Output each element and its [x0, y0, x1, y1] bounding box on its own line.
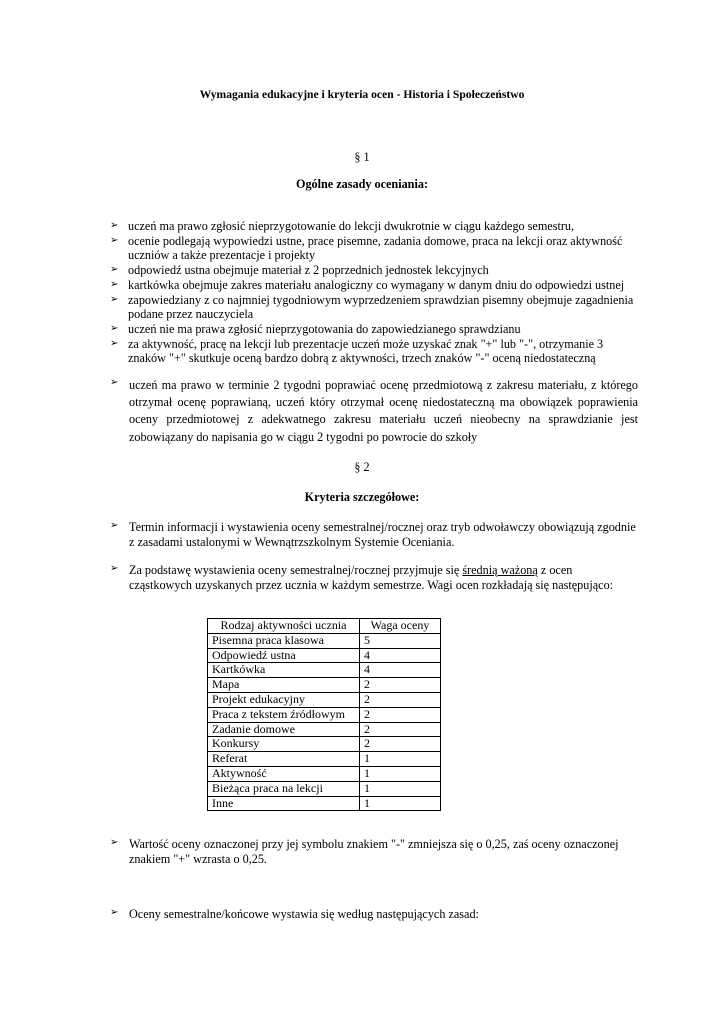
arrow-bullet-icon: ➢: [110, 563, 119, 574]
table-row: Zadanie domowe 2: [208, 722, 441, 737]
section1-heading: Ogólne zasady oceniania:: [295, 177, 429, 191]
arrow-bullet-icon: ➢: [110, 377, 119, 388]
table-row: Aktywność 1: [208, 766, 441, 781]
table-row: Odpowiedź ustna 4: [208, 648, 441, 663]
grading-deadline-paragraph: ➢ Termin informacji i wystawienia oceny semestralnej/rocznej oraz tryb odwoławczy obowiązują zgodnie z zasadami ustalonymi w Wewnątrzszkolnym Systemie Oceniania.: [110, 520, 636, 550]
table-row: Referat 1: [208, 752, 441, 767]
document-title: Wymagania edukacyjne i kryteria ocen - Historia i Społeczeństwo: [199, 88, 525, 101]
arrow-bullet-icon: ➢: [110, 234, 119, 246]
arrow-bullet-icon: ➢: [110, 520, 119, 531]
arrow-bullet-icon: ➢: [110, 278, 119, 290]
table-row: Bieżąca praca na lekcji 1: [208, 781, 441, 796]
arrow-bullet-icon: ➢: [110, 220, 119, 231]
list-item: ➢ odpowiedź ustna obejmuje materiał z 2 poprzednich jednostek lekcyjnych: [110, 263, 489, 278]
arrow-bullet-icon: ➢: [110, 337, 119, 349]
section1-number: § 1: [354, 150, 370, 164]
table-header-row: [208, 619, 441, 634]
general-rules-list: [110, 219, 640, 366]
plus-minus-value-paragraph: ➢ Wartość oceny oznaczonej przy jej symbolu znakiem "-" zmniejsza się o 0,25, zaś oceny oznaczonej znakiem "+" wzrasta o 0,25.: [110, 837, 619, 867]
list-item: ➢ uczeń nie ma prawa zgłosić nieprzygotowania do zapowiedzianego sprawdzianu: [110, 321, 521, 336]
list-item: ➢ kartkówka obejmuje zakres materiału analogiczny co wymagany w danym dniu do odpowiedzi ustnej: [110, 277, 625, 292]
section2-heading: Kryteria szczegółowe:: [304, 490, 420, 504]
table-row: Kartkówka 4: [208, 663, 441, 678]
list-item: ➢ za aktywność, pracę na lekcji lub prezentacje uczeń może uzyskać znak "+" lub "-", otrzymanie 3 znaków "+" skutkuje oceną bardzo dobrą z aktywności, trzech znaków "-" oceną niedostateczną: [110, 336, 604, 366]
weighted-average-term: średnią ważoną: [462, 563, 538, 577]
arrow-bullet-icon: ➢: [110, 837, 119, 848]
retake-paragraph: ➢ uczeń ma prawo w terminie 2 tygodni poprawiać ocenę przedmiotową z zakresu materiału, z którego otrzymał ocenę poprawianą, uczeń który otrzymał ocenę niedostateczną ma obowiązek poprawienia oceny przedmiotowej z adekwatnego zakresu materiału uczeń nieobecny na sprawdzianie jest zobowiązany do napisania go w ciągu 2 tygodni po powrocie do szkoły: [110, 377, 638, 444]
table-row: Inne 1: [208, 796, 441, 811]
arrow-bullet-icon: ➢: [110, 293, 119, 305]
table-row: Konkursy 2: [208, 737, 441, 752]
grade-weights-table: [207, 618, 441, 811]
list-item: ➢ uczeń ma prawo zgłosić nieprzygotowanie do lekcji dwukrotnie w ciągu każdego semestru,: [110, 219, 575, 233]
column-header: Rodzaj aktywności ucznia: [208, 619, 360, 634]
arrow-bullet-icon: ➢: [110, 264, 119, 276]
list-item: ➢ ocenie podlegają wypowiedzi ustne, prace pisemne, zadania domowe, praca na lekcji oraz aktywność uczniów a także prezentacje i projekty: [110, 233, 623, 263]
arrow-bullet-icon: ➢: [110, 907, 119, 918]
table-row: Praca z tekstem źródłowym 2: [208, 707, 441, 722]
column-header: Waga oceny: [360, 619, 441, 634]
table-row: Pisemna praca klasowa 5: [208, 633, 441, 648]
weighted-average-paragraph: ➢ Za podstawę wystawienia oceny semestralnej/rocznej przyjmuje się średnią ważoną z ocen cząstkowych uzyskanych przez ucznia w każdym semestrze. Wagi ocen rozkładają się następująco:: [110, 563, 614, 593]
final-grades-paragraph: ➢ Oceny semestralne/końcowe wystawia się według następujących zasad:: [110, 907, 479, 921]
table-row: Mapa 2: [208, 678, 441, 693]
arrow-bullet-icon: ➢: [110, 322, 119, 334]
list-item: ➢ zapowiedziany z co najmniej tygodniowym wyprzedzeniem sprawdzian pisemny obejmuje zagadnienia podane przez nauczyciela: [110, 292, 634, 322]
section2-number: § 2: [354, 460, 370, 474]
table-row: Projekt edukacyjny 2: [208, 692, 441, 707]
